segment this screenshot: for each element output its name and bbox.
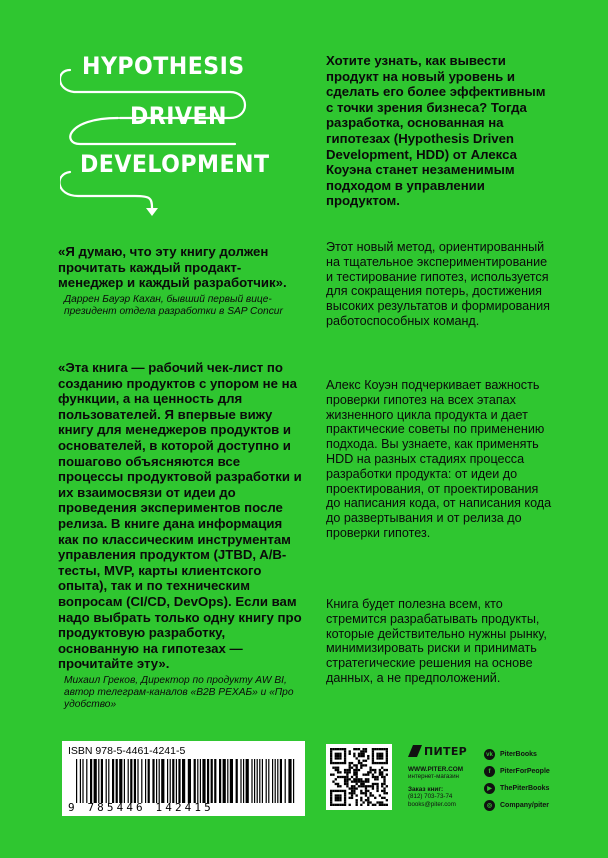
piter-mark-icon bbox=[408, 745, 422, 757]
body-paragraph-1: Этот новый метод, ориентированный на тщательное экспериментирование и тестирование гипотез, используется для сокращения потерь, достижения высоких результатов и формирования работоспособных команд. bbox=[326, 240, 550, 328]
website-caption: интернет-магазин bbox=[408, 773, 459, 781]
logo-title-line-2: DRIVEN bbox=[130, 102, 227, 130]
body-paragraph-3: Книга будет полезна всем, кто стремится разрабатывать продукты, которые действительно нужны рынку, минимизировать риски и принимать стратегические решения на основе данных, а не предположений. bbox=[326, 597, 547, 685]
isbn-label: ISBN 978-5-4461-4241-5 bbox=[68, 745, 186, 757]
social-company[interactable] bbox=[484, 797, 574, 814]
social-vk[interactable] bbox=[484, 746, 574, 763]
publisher-orders bbox=[408, 786, 456, 808]
book-logo bbox=[60, 40, 270, 220]
order-title: Заказ книг: bbox=[408, 786, 444, 793]
logo-title-line-3: DEVELOPMENT bbox=[80, 150, 270, 178]
order-phone: (812) 703-73-74 bbox=[408, 793, 453, 801]
quote-block-1 bbox=[58, 244, 306, 318]
quote-text: «Я думаю, что эту книгу должен прочитать каждый продакт-менеджер и каждый разработчик». bbox=[58, 244, 287, 291]
youtube-icon: ▶ bbox=[484, 783, 495, 794]
social-youtube[interactable] bbox=[484, 780, 574, 797]
company-icon: ◎ bbox=[484, 800, 495, 811]
publisher-logo bbox=[408, 744, 467, 758]
social-people[interactable] bbox=[484, 763, 574, 780]
quote-text: «Эта книга — рабочий чек-лист по созданию продуктов с упором не на функции, а на ценность для пользователей. Я впервые вижу книгу для менеджеров продуктов и основателей, в которой доступно и пошагово объясняются все процессы продуктовой разработки и их взаимосвязи от идеи до проведения экспериментов после релиза. В книге дана информация как по классическим инструментам управления продуктом (JTBD, A/B-тесты, MVP, карты клиентского опыта), так и по техническим вопросам (CI/CD, DevOps). Если вам надо выбрать только одну книгу про продуктовую разработку, основанную на гипотезах — прочитайте эту». bbox=[58, 360, 302, 672]
social-label: Company/piter bbox=[500, 802, 550, 809]
qr-code bbox=[326, 744, 392, 810]
social-label: PiterBooks bbox=[500, 751, 537, 758]
social-label: ThePiterBooks bbox=[500, 785, 550, 792]
quote-author: Даррен Бауэр Кахан, бывший первый вице-президент отдела разработки в SAP Concur bbox=[64, 293, 283, 317]
lead-paragraph: Хотите узнать, как вывести продукт на новый уровень и сделать его более эффективным с точки зрения бизнеса? Тогда разработка, основанная на гипотезах (Hypothesis Driven Development, HDD) от Алекса Коуэна станет незаменимым подходом в управлении продуктом. bbox=[326, 53, 546, 209]
people-icon: f bbox=[484, 766, 495, 777]
order-email[interactable]: books@piter.com bbox=[408, 800, 456, 808]
vk-icon: vk bbox=[484, 749, 495, 760]
website-url[interactable]: WWW.PITER.COM bbox=[408, 766, 464, 773]
quote-author: Михаил Греков, Директор по продукту AW BI, автор телеграм-каналов «B2B РЕХАБ» и «Про удобство» bbox=[64, 674, 294, 711]
qr-code-icon bbox=[330, 748, 388, 806]
logo-title-line-1: HYPOTHESIS bbox=[82, 52, 245, 80]
barcode-digits: 9 785446 142415 bbox=[68, 801, 214, 814]
quote-block-2 bbox=[58, 360, 306, 711]
publisher-website bbox=[408, 766, 463, 781]
publisher-name: ПИТЕР bbox=[424, 744, 467, 758]
social-links bbox=[484, 746, 574, 814]
social-label: PiterForPeople bbox=[500, 768, 550, 775]
isbn-barcode-box bbox=[62, 741, 305, 816]
body-paragraph-2: Алекс Коуэн подчеркивает важность проверки гипотез на всех этапах жизненного цикла продукта и дает практические советы по применению подхода. Вы узнаете, как применять HDD на разных стадиях процесса разработки продукта: от идеи до проектирования, от проектирования до написания кода, от написания кода до развертывания и от релиза до проверки гипотез. bbox=[326, 378, 552, 540]
barcode-icon bbox=[68, 759, 300, 803]
